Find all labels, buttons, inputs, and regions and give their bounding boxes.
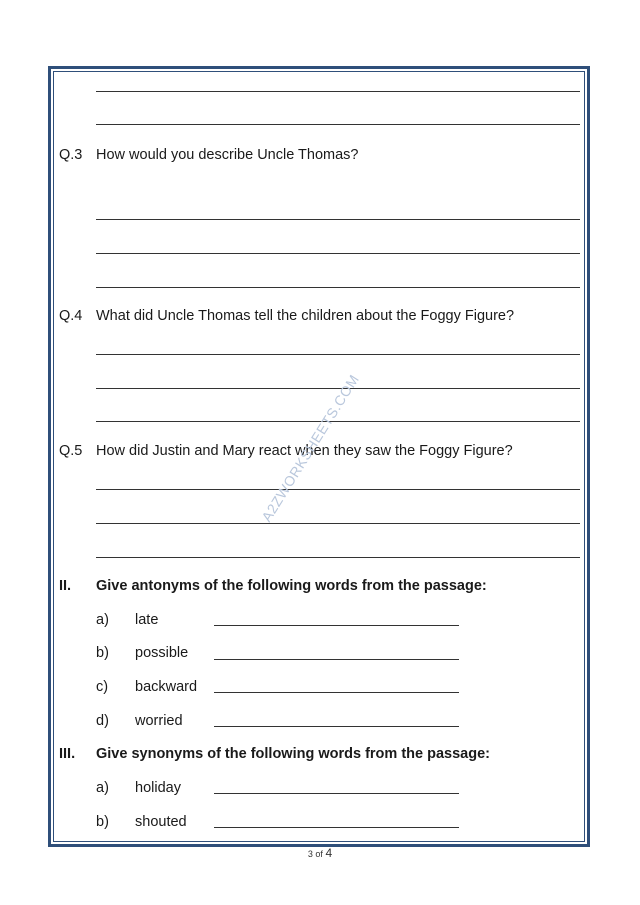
answer-blank[interactable]	[214, 726, 459, 727]
page-of: of	[315, 849, 323, 859]
question-text: How would you describe Uncle Thomas?	[96, 147, 359, 163]
question-text: What did Uncle Thomas tell the children about the Foggy Figure?	[96, 308, 515, 324]
item-word: late	[135, 612, 159, 628]
item-word: possible	[135, 645, 189, 661]
item-word: holiday	[135, 780, 181, 796]
question-number: Q.4	[59, 308, 83, 324]
answer-line[interactable]	[96, 253, 580, 254]
section-title: Give synonyms of the following words from the passage:	[96, 746, 490, 762]
section-title: Give antonyms of the following words from the passage:	[96, 578, 487, 594]
answer-line[interactable]	[96, 219, 580, 220]
answer-line[interactable]	[96, 124, 580, 125]
item-letter: a)	[96, 612, 109, 628]
answer-blank[interactable]	[214, 692, 459, 693]
question-number: Q.3	[59, 147, 83, 163]
section-number: II.	[59, 578, 72, 594]
answer-line[interactable]	[96, 354, 580, 355]
answer-blank[interactable]	[214, 659, 459, 660]
item-letter: c)	[96, 679, 109, 695]
item-letter: d)	[96, 713, 109, 729]
watermark: A2ZWORKSHEETS.COM	[258, 371, 363, 525]
question-number: Q.5	[59, 443, 83, 459]
item-letter: a)	[96, 780, 109, 796]
item-word: worried	[135, 713, 183, 729]
answer-line[interactable]	[96, 523, 580, 524]
answer-line[interactable]	[96, 557, 580, 558]
answer-line[interactable]	[96, 91, 580, 92]
page-total: 4	[325, 846, 333, 860]
item-word: shouted	[135, 814, 187, 830]
item-letter: b)	[96, 814, 109, 830]
item-word: backward	[135, 679, 198, 695]
answer-line[interactable]	[96, 489, 580, 490]
answer-line[interactable]	[96, 287, 580, 288]
answer-blank[interactable]	[214, 793, 459, 794]
page-current: 3	[307, 849, 313, 859]
page-number	[0, 846, 640, 860]
section-number: III.	[59, 746, 76, 762]
answer-blank[interactable]	[214, 625, 459, 626]
answer-line[interactable]	[96, 421, 580, 422]
answer-blank[interactable]	[214, 827, 459, 828]
question-text: How did Justin and Mary react when they saw the Foggy Figure?	[96, 443, 513, 459]
item-letter: b)	[96, 645, 109, 661]
